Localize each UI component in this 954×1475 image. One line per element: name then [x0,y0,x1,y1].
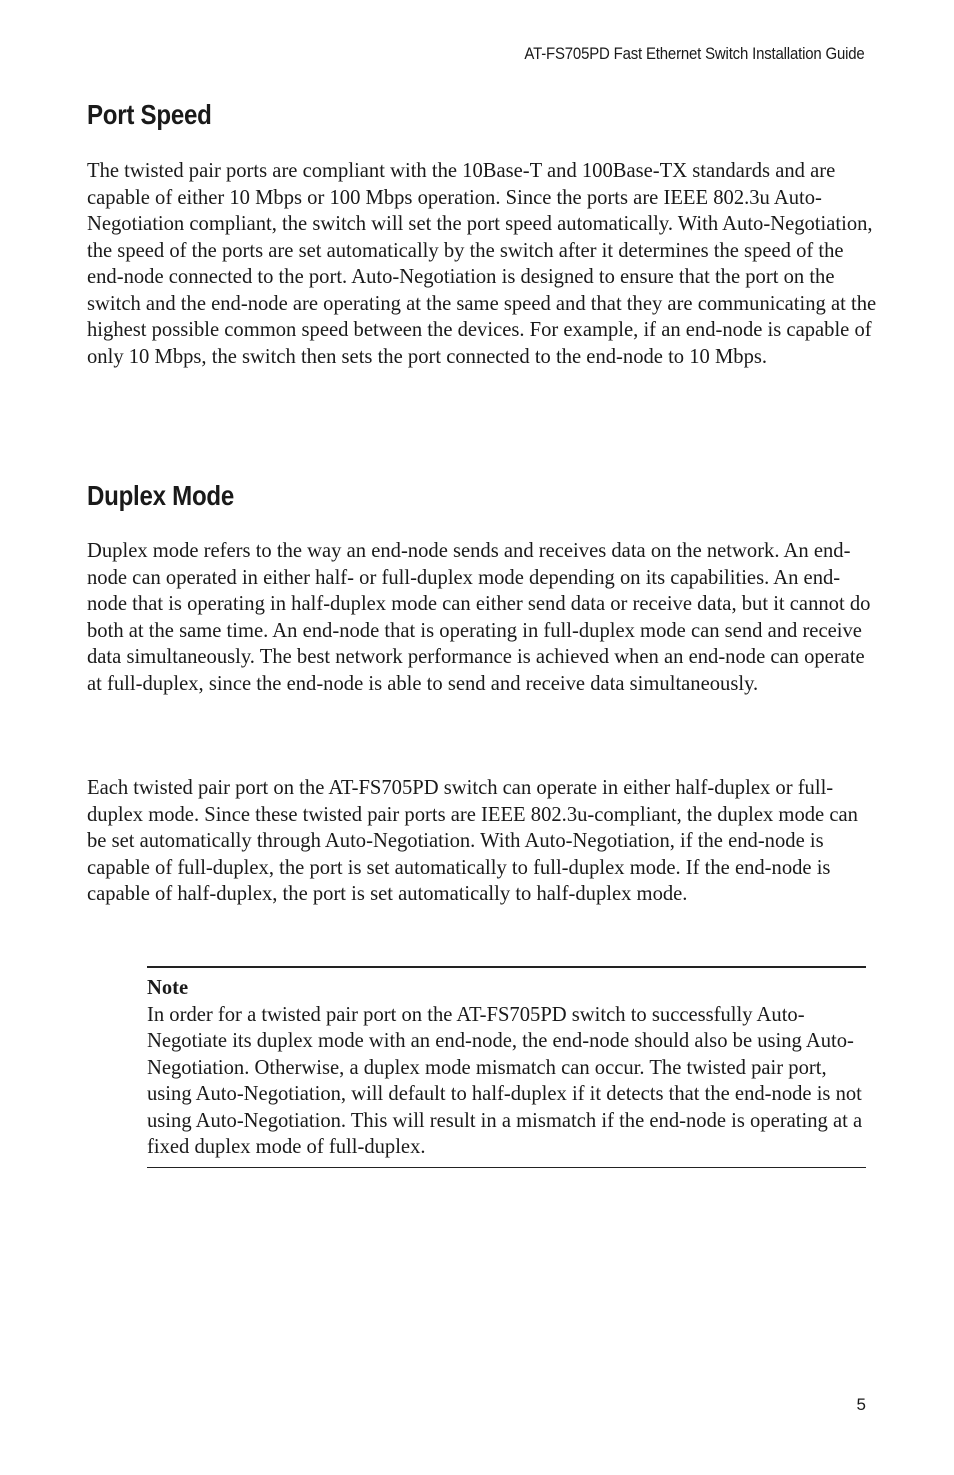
note-text: In order for a twisted pair port on the AT-FS705PD switch to successfully Auto-Negotiate its duplex mode with an end-node, the end-node should also be using Auto-Negotiation. Otherwise, a duplex mode mismatch can occur. The twisted pair port, using Auto-Negotiation, will default to half-duplex if it detects that the end-node is not using Auto-Negotiation. This will result in a mismatch if the end-node is operating at a fixed duplex mode of full-duplex. [147,1003,863,1158]
running-header: AT-FS705PD Fast Ethernet Switch Installation Guide [524,44,865,63]
page-number: 5 [856,1395,866,1414]
duplex-mode-paragraph-1: Duplex mode refers to the way an end-node sends and receives data on the network. An end-node can operated in either half- or full-duplex mode depending on its capabilities. An end-node that is operating in half-duplex mode can either send data or receive data, but it cannot do both at the same time. An end-node that is operating in full-duplex mode can send and receive data simultaneously. The best network performance is achieved when an end-node can operate at full-duplex, since the end-node is able to send and receive data simultaneously. [87,540,871,695]
note-label: Note [147,977,189,999]
note-box [147,966,866,1168]
section-heading-port-speed: Port Speed [87,99,212,130]
duplex-mode-paragraph-2: Each twisted pair port on the AT-FS705PD switch can operate in either half-duplex or full-duplex mode. Since these twisted pair ports are IEEE 802.3u-compliant, the duplex mode can be set automatically through Auto-Negotiation. With Auto-Negotiation, if the end-node is capable of full-duplex, the port is set automatically to full-duplex mode. If the end-node is capable of half-duplex, the port is set automatically to half-duplex mode. [87,777,858,905]
section-heading-duplex-mode: Duplex Mode [87,480,235,511]
port-speed-paragraph: The twisted pair ports are compliant with the 10Base-T and 100Base-TX standards and are capable of either 10 Mbps or 100 Mbps operation. Since the ports are IEEE 802.3u Auto-Negotiation compliant, the switch will set the port speed automatically. With Auto-Negotiation, the speed of the ports are set automatically by the switch after it determines the speed of the end-node connected to the port. Auto-Negotiation is designed to ensure that the port on the switch and the end-node are operating at the same speed and that they are communicating at the highest possible common speed between the devices. For example, if an end-node is capable of only 10 Mbps, the switch then sets the port connected to the end-node to 10 Mbps. [87,160,877,368]
